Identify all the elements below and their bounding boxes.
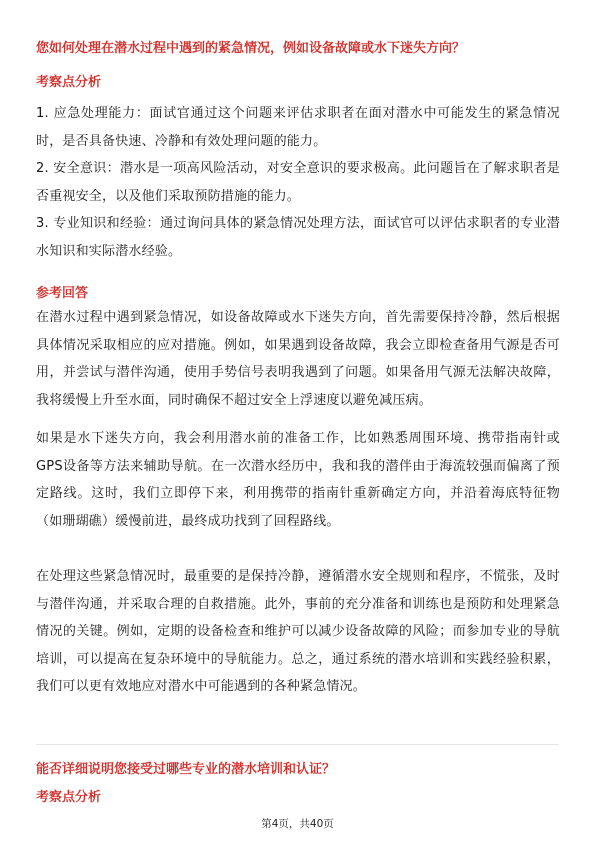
section-divider [36,744,559,745]
question-title-2: 能否详细说明您接受过哪些专业的潜水培训和认证？ [36,762,336,777]
analysis-item-1: 1. 应急处理能力：面试官通过这个问题来评估求职者在面对潜水中可能发生的紧急情况时，是否具备快速、冷静和有效处理问题的能力。 [36,106,560,149]
analysis-heading-2: 考察点分析 [36,790,102,805]
answer-paragraph-1: 在潜水过程中遇到紧急情况，如设备故障或水下迷失方向，首先需要保持冷静，然后根据具体情况采取相应的应对措施。例如，如果遇到设备故障，我会立即检查备用气源是否可用，并尝试与潜伴沟通，使用手势信号表明我遇到了问题。如果备用气源无法解决故障，我将缓慢上升至水面，同时确保不超过安全上浮速度以避免减压病。 [36,310,560,408]
question-title: 您如何处理在潜水过程中遇到的紧急情况，例如设备故障或水下迷失方向？ [36,41,466,56]
analysis-heading: 考察点分析 [36,75,102,90]
page-number: 第4页，共40页 [261,818,334,830]
answer-paragraph-2: 如果是水下迷失方向，我会利用潜水前的准备工作，比如熟悉周围环境、携带指南针或GPS设备等方法来辅助导航。在一次潜水经历中，我和我的潜伴由于海流较强而偏离了预定路线。这时，我们立即停下来，利用携带的指南针重新确定方向，并沿着海底特征物（如珊瑚礁）缓慢前进，最终成功找到了回程路线。 [36,431,560,529]
analysis-item-2: 2. 安全意识：潜水是一项高风险活动，对安全意识的要求极高。此问题旨在了解求职者是否重视安全，以及他们采取预防措施的能力。 [36,161,560,204]
analysis-item-3: 3. 专业知识和经验：通过询问具体的紧急情况处理方法，面试官可以评估求职者的专业潜水知识和实际潜水经验。 [36,216,560,259]
answer-paragraph-3: 在处理这些紧急情况时，最重要的是保持冷静，遵循潜水安全规则和程序，不慌张，及时与潜伴沟通，并采取合理的自救措施。此外，事前的充分准备和训练也是预防和处理紧急情况的关键。例如，定期的设备检查和维护可以减少设备故障的风险；而参加专业的导航培训，可以提高在复杂环境中的导航能力。总之，通过系统的潜水培训和实践经验积累，我们可以更有效地应对潜水中可能遇到的各种紧急情况。 [36,569,560,694]
answer-heading: 参考回答 [36,286,89,301]
